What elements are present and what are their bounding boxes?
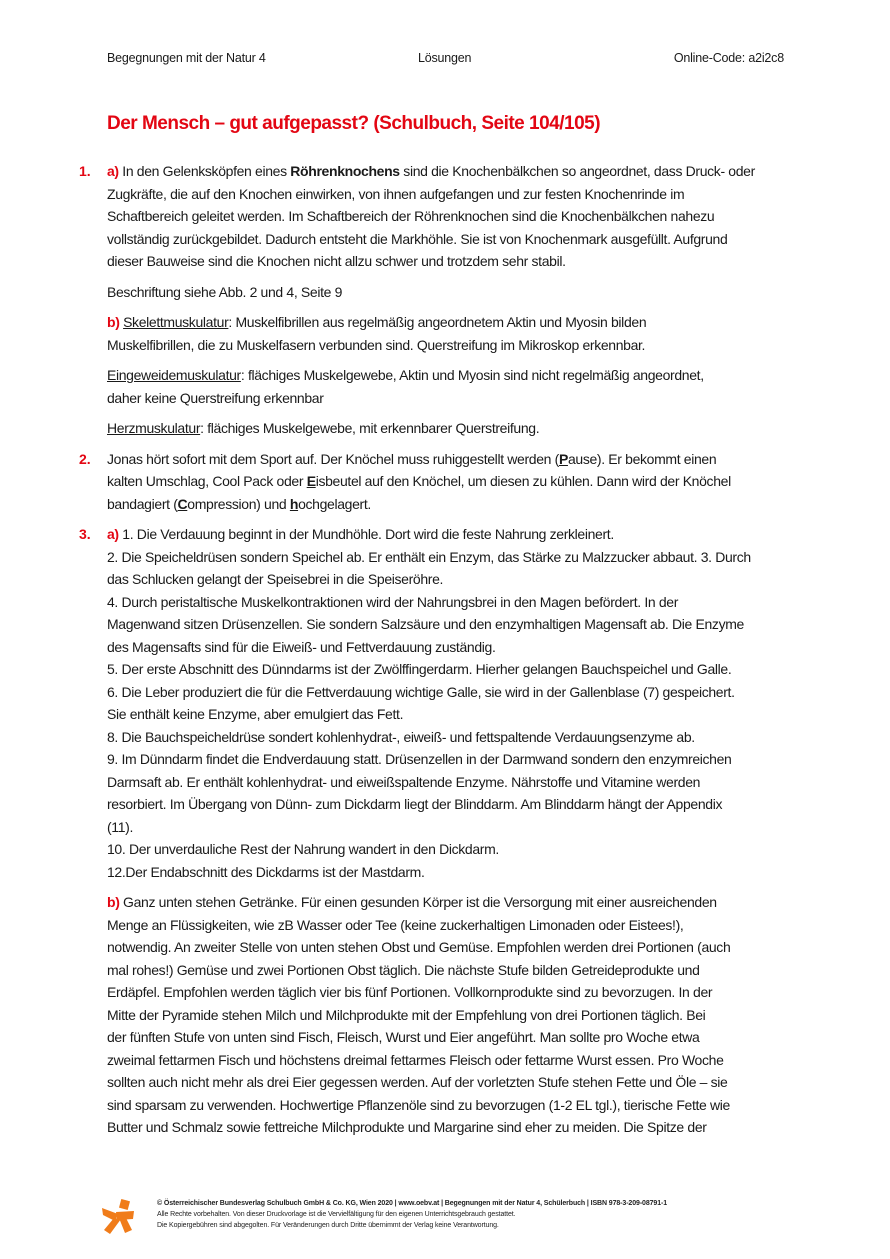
header-section: Lösungen (418, 51, 472, 65)
bold-term: Röhrenknochens (290, 163, 400, 179)
pech-letter-e: E (306, 473, 316, 489)
page-header (107, 51, 784, 69)
subtask-label: a) (107, 526, 119, 542)
subtask-label: b) (107, 894, 120, 910)
task-1b-eingeweide: Eingeweidemuskulatur: flächiges Muskelgewebe, Aktin und Myosin sind nicht regelmäßig angeordnet, daher keine Querstreifung erkennbar (107, 367, 704, 406)
task-3a-text: a) 1. Die Verdauung beginnt in der Mundhöhle. Dort wird die feste Nahrung zerkleinert. 2. Die Speicheldrüsen sondern Speichel ab. Er enthält ein Enzym, das Stärke zu Malzzucker abbaut. 3. Durch das Schlucken gelangt der Speisebrei in die Speiseröhre. 4. Durch peristaltische Muskelkontraktionen wird der Nahrungsbrei in den Magen befördert. In der Magenwand sitzen Drüsenzellen. Sie sondern Salzsäure und den enzymhaltigen Magensaft ab. Die Enzyme des Magensafts sind für die Eiweiß- und Fettverdauung zuständig. 5. Der erste Abschnitt des Dünndarms ist der Zwölffingerdarm. Hierher gelangen Bauchspeichel und Galle. 6. Die Leber produziert die für die Fettverdauung wichtige Galle, sie wird in der Gallenblase (7) gespeichert. Sie enthält keine Enzyme, aber emulgiert das Fett. 8. Die Bauchspeicheldrüse sondert kohlenhydrat-, eiweiß- und fettspaltende Verdauungsenzyme ab. 9. Im Dünndarm findet die Endverdauung statt. Drüsenzellen in der Darmwand sondern den enzymreichen Darmsaft ab. Er enthält kohlenhydrat- und eiweißspaltende Enzyme. Nährstoffe und Vitamine werden resorbiert. Im Übergang von Dünn- zum Dickdarm liegt der Blinddarm. Am Blinddarm hängt der Appendix (11). 10. Der unverdauliche Rest der Nahrung wandert in den Dickdarm. 12.Der Endabschnitt des Dickdarms ist der Mastdarm. (107, 526, 751, 880)
task-3b-text: b) Ganz unten stehen Getränke. Für einen gesunden Körper ist die Versorgung mit einer ausreichenden Menge an Flüssigkeiten, wie zB Wasser oder Tee (keine zuckerhaltigen Limonaden oder Eistees!), notwendig. An zweiter Stelle von unten stehen Obst und Gemüse. Empfohlen werden drei Portionen (auch mal rohes!) Gemüse und zwei Portionen Obst täglich. Die nächste Stufe bilden Getreideprodukte und Erdäpfel. Empfohlen werden täglich vier bis fünf Portionen. Vollkornprodukte sind zu bevorzugen. In der Mitte der Pyramide stehen Milch und Milchprodukte mit der Empfehlung von drei Portionen täglich. Bei der fünften Stufe von unten sind Fisch, Fleisch, Wurst und Eier angeführt. Man sollte pro Woche etwa zweimal fettarmen Fisch und höchstens dreimal fettarmes Fleisch oder fettarme Wurst essen. Pro Woche sollten auch nicht mehr als drei Eier gegessen werden. Auf der vorletzten Stufe stehen Fette und Öle – sie sind sparsam zu verwenden. Hochwertige Pflanzenöle sind zu bevorzugen (1-2 EL tgl.), tierische Fette wie Butter und Schmalz sowie fettreiche Milchprodukte und Margarine sind eher zu meiden. Die Spitze der (107, 894, 731, 1135)
term-skelettmuskulatur: Skelettmuskulatur (123, 314, 229, 330)
header-online-code: Online-Code: a2i2c8 (673, 51, 784, 65)
task-number: 3. (79, 526, 91, 542)
page-title: Der Mensch – gut aufgepasst? (Schulbuch, Seite 104/105) (107, 113, 601, 134)
document-body (0, 160, 890, 1139)
header-book-title: Begegnungen mit der Natur 4 (107, 51, 266, 65)
term-eingeweidemuskulatur: Eingeweidemuskulatur (107, 367, 241, 383)
term-herzmuskulatur: Herzmuskulatur (107, 420, 201, 436)
subtask-label: b) (107, 314, 120, 330)
oebv-logo-icon (100, 1199, 138, 1235)
task-3 (0, 523, 787, 1139)
caption-reference: Beschriftung siehe Abb. 2 und 4, Seite 9 (107, 283, 343, 300)
task-1b-herz: Herzmuskulatur: flächiges Muskelgewebe, mit erkennbarer Querstreifung. (107, 420, 540, 436)
task-1b-skelett: b) Skelettmuskulatur: Muskelfibrillen aus regelmäßig angeordnetem Aktin und Myosin bilden Muskelfibrillen, die zu Muskelfasern verbunden sind. Querstreifung im Mikroskop erkennbar. (107, 314, 647, 353)
task-2 (0, 448, 787, 516)
task-number: 1. (79, 163, 91, 179)
subtask-label: a) (107, 163, 119, 179)
task-1a-text: a) In den Gelenksköpfen eines Röhrenknochens sind die Knochenbälkchen so angeordnet, dass Druck- oder Zugkräfte, die auf den Knochen einwirken, von ihnen aufgefangen und zur festen Knochenrinde im Schaftbereich geleitet werden. Im Schaftbereich der Röhrenknochen sind die Knochenbälkchen nahezu vollständig zurückgebildet. Dadurch entsteht die Markhöhle. Sie ist von Knochenmark ausgefüllt. Aufgrund dieser Bauweise sind die Knochen nicht allzu schwer und trotzdem sehr stabil. (107, 163, 755, 269)
pech-letter-c: C (177, 495, 188, 512)
pech-letter-h: h (289, 495, 299, 512)
task-number: 2. (79, 450, 91, 467)
task-2-text: Jonas hört sofort mit dem Sport auf. Der Knöchel muss ruhiggestellt werden (Pause). Er bekommt einen kalten Umschlag, Cool Pack oder Eisbeutel auf den Knöchel, um diesen zu kühlen. Dann wird der Knöchel bandagiert (Compression) und hochgelagert. (107, 450, 731, 512)
task-1 (0, 160, 787, 440)
page-footer (100, 1197, 800, 1237)
pech-letter-p: P (558, 450, 568, 467)
copyright-notice: © Österreichischer Bundesverlag Schulbuch GmbH & Co. KG, Wien 2020 | www.oebv.at | Begegnungen mit der Natur 4, Schülerbuch | ISBN 978-3-209-08791-1 Alle Rechte vorbehalten. Von dieser Druckvorlage ist die Vervielfältigung für den eigenen Unterrichtsgebrauch gestattet. Die Kopiergebühren sind abgegolten. Für Veränderungen durch Dritte übernimmt der Verlag keine Verantwortung. (157, 1200, 668, 1229)
